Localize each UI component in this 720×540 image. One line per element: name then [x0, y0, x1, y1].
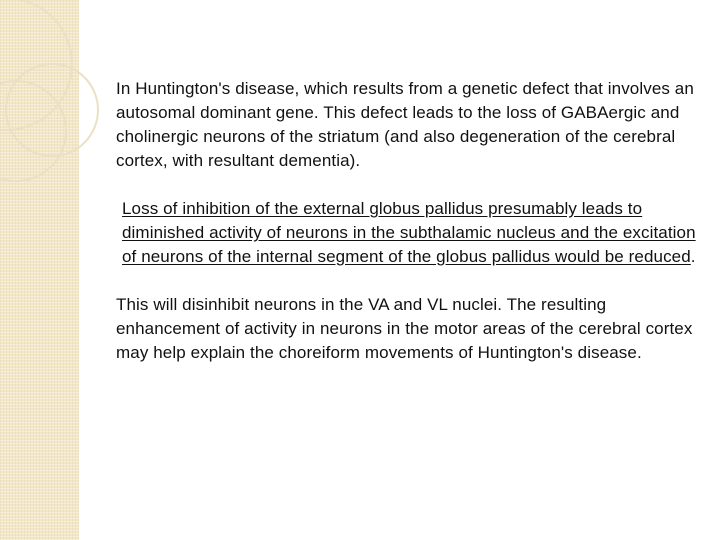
paragraph-3: This will disinhibit neurons in the VA and VL nuclei. The resulting enhancement of activity in neurons in the motor areas of the cerebral cortex may help explain the choreiform movements of Huntington's disease.	[116, 295, 693, 362]
slide-body	[116, 77, 696, 365]
medium-ring	[0, 81, 66, 181]
paragraph-2	[116, 197, 696, 269]
paragraph-1: In Huntington's disease, which results from a genetic defect that involves an autosomal dominant gene. This defect leads to the loss of GABAergic and cholinergic neurons of the striatum (and also degeneration of the cerebral cortex, with resultant dementia).	[116, 79, 694, 170]
paragraph-2-underlined-text: Loss of inhibition of the external globus pallidus presumably leads to diminished activity of neurons in the subthalamic nucleus and the excitation of neurons of the internal segment of the globus pallidus would be reduced	[122, 199, 696, 266]
paragraph-2-period: .	[690, 247, 696, 266]
